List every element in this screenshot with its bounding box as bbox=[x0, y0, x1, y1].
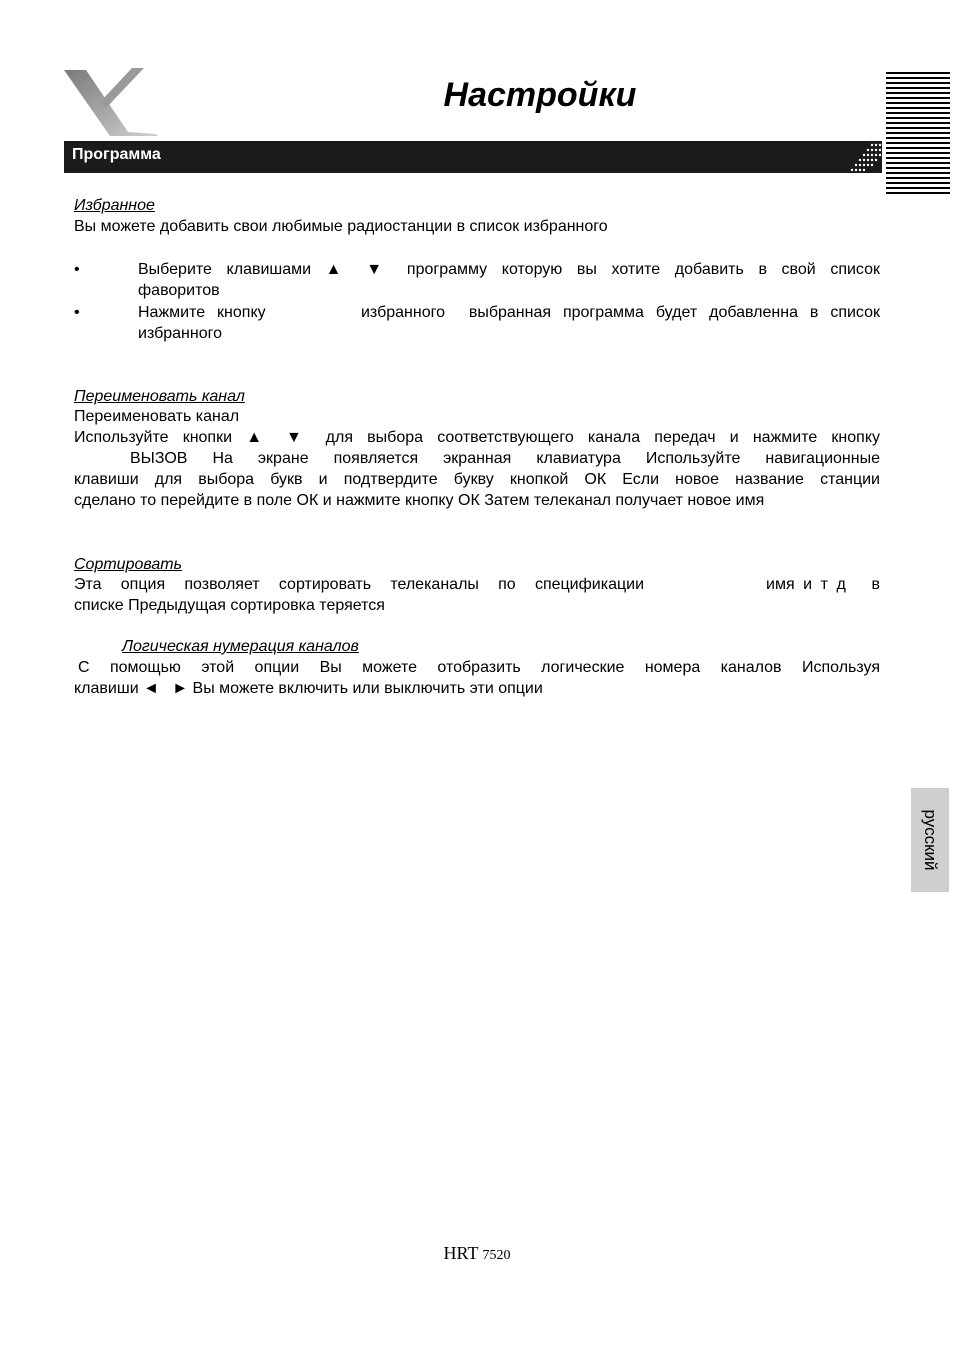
bullet-icon: • bbox=[74, 261, 80, 278]
footer-model bbox=[0, 1243, 954, 1264]
list-item bbox=[74, 302, 880, 344]
rename-subtitle: Переименовать канал bbox=[74, 408, 240, 425]
rename-line: сделано то перейдите в поле ОК и нажмите кнопку ОК Затем телеканал получает новое имя bbox=[74, 492, 765, 509]
sort-heading: Сортировать bbox=[74, 556, 183, 573]
sort-line: Эта опция позволяет сортировать телеканалы по спецификации bbox=[74, 576, 644, 593]
footer-brand: HRT bbox=[443, 1243, 479, 1263]
sort-line: списке Предыдущая сортировка теряется bbox=[74, 597, 385, 614]
favorites-intro: Вы можете добавить свои любимые радиостанции в список избранного bbox=[74, 218, 608, 235]
header-stripes-decoration bbox=[886, 72, 950, 197]
footer-model-number: 7520 bbox=[482, 1248, 511, 1263]
list-item bbox=[74, 259, 880, 301]
rename-line: Используйте кнопки ▲ ▼ для выбора соответствующего канала передач и нажмите кнопку bbox=[74, 429, 880, 446]
section-bar bbox=[64, 141, 882, 173]
rename-heading: Переименовать канал bbox=[74, 388, 245, 405]
section-title: Программа bbox=[72, 146, 161, 163]
bullet-icon: • bbox=[74, 304, 80, 321]
bullet-text-line: фаворитов bbox=[138, 282, 220, 299]
bullet-text-line: Нажмите кнопку избранного выбранная программа будет добавленна в список bbox=[138, 304, 880, 321]
page-title: Настройки bbox=[443, 76, 637, 114]
lcn-heading: Логическая нумерация каналов bbox=[122, 638, 359, 655]
favorites-heading: Избранное bbox=[74, 197, 155, 214]
lcn-line: С помощью этой опции Вы можете отобразить логические номера каналов Используя bbox=[78, 659, 880, 676]
rename-line: ВЫЗОВ На экране появляется экранная клавиатура Используйте навигационные bbox=[130, 450, 880, 467]
bullet-text-line: Выберите клавишами ▲ ▼ программу которую вы хотите добавить в свой список bbox=[138, 261, 880, 278]
language-tab-label: русский bbox=[921, 809, 940, 871]
sort-line: имя и т д в bbox=[766, 576, 880, 593]
language-tab bbox=[911, 788, 949, 892]
bullet-text-line: избранного bbox=[138, 325, 223, 342]
lcn-line: клавиши ◄ ► Вы можете включить или выключить эти опции bbox=[74, 680, 543, 697]
rename-line: клавиши для выбора букв и подтвердите букву кнопкой ОК Если новое название станции bbox=[74, 471, 880, 488]
dot-pattern-decoration bbox=[842, 141, 882, 173]
